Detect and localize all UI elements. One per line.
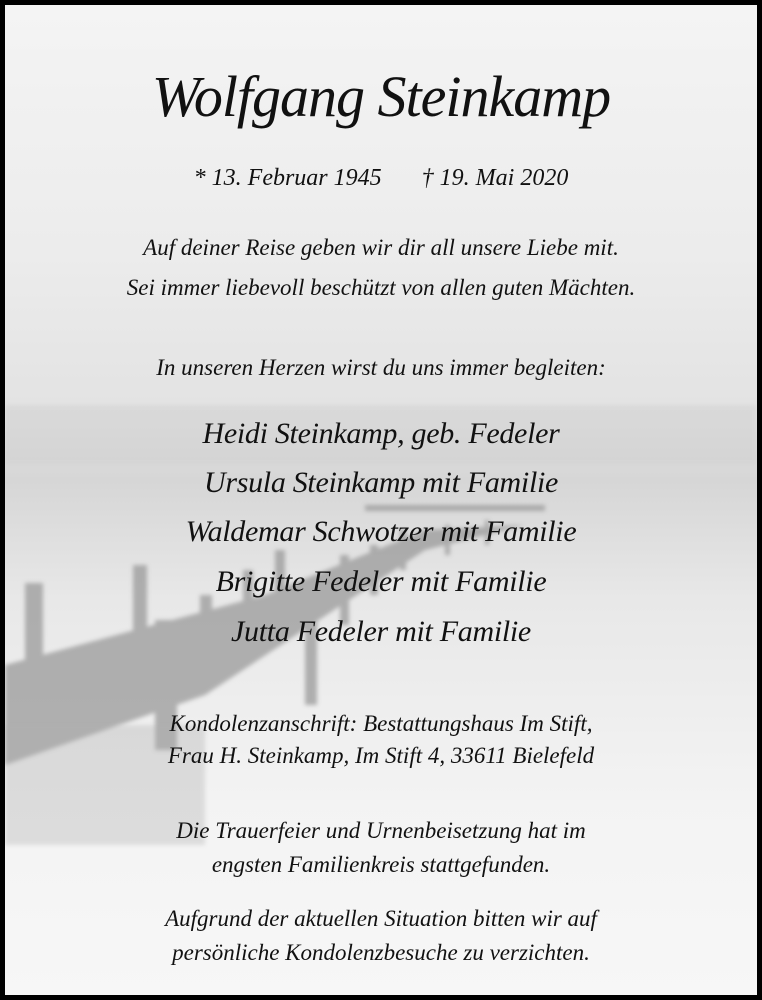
- pier-background-image: [5, 5, 757, 995]
- visit-request: persönliche Kondolenzbesuche zu verzichten.: [172, 940, 590, 965]
- birth-date: * 13. Februar 1945: [193, 165, 382, 191]
- mourner-name: Brigitte Fedeler mit Familie: [215, 565, 547, 598]
- funeral-note: Die Trauerfeier und Urnenbeisetzung hat im: [176, 818, 586, 843]
- quote-line: Auf deiner Reise geben wir dir all unsere Liebe mit.: [143, 235, 619, 260]
- quote-line: Sei immer liebevoll beschützt von allen guten Mächten.: [126, 275, 636, 300]
- funeral-note: engsten Familienkreis stattgefunden.: [211, 852, 551, 877]
- obituary-notice: [5, 5, 757, 995]
- mourner-name: Ursula Steinkamp mit Familie: [203, 466, 559, 499]
- visit-request: Aufgrund der aktuellen Situation bitten wir auf: [165, 906, 597, 931]
- mourners-intro: In unseren Herzen wirst du uns immer begleiten:: [156, 355, 606, 380]
- condolence-address: Frau H. Steinkamp, Im Stift 4, 33611 Bielefeld: [167, 743, 595, 768]
- mourner-name: Heidi Steinkamp, geb. Fedeler: [202, 417, 560, 450]
- deceased-name: Wolfgang Steinkamp: [151, 64, 611, 129]
- death-date: † 19. Mai 2020: [421, 165, 569, 191]
- mourner-name: Waldemar Schwotzer mit Familie: [185, 515, 577, 548]
- condolence-address: Kondolenzanschrift: Bestattungshaus Im Stift,: [169, 711, 593, 736]
- mourner-name: Jutta Fedeler mit Familie: [231, 615, 531, 648]
- life-dates: [5, 165, 757, 192]
